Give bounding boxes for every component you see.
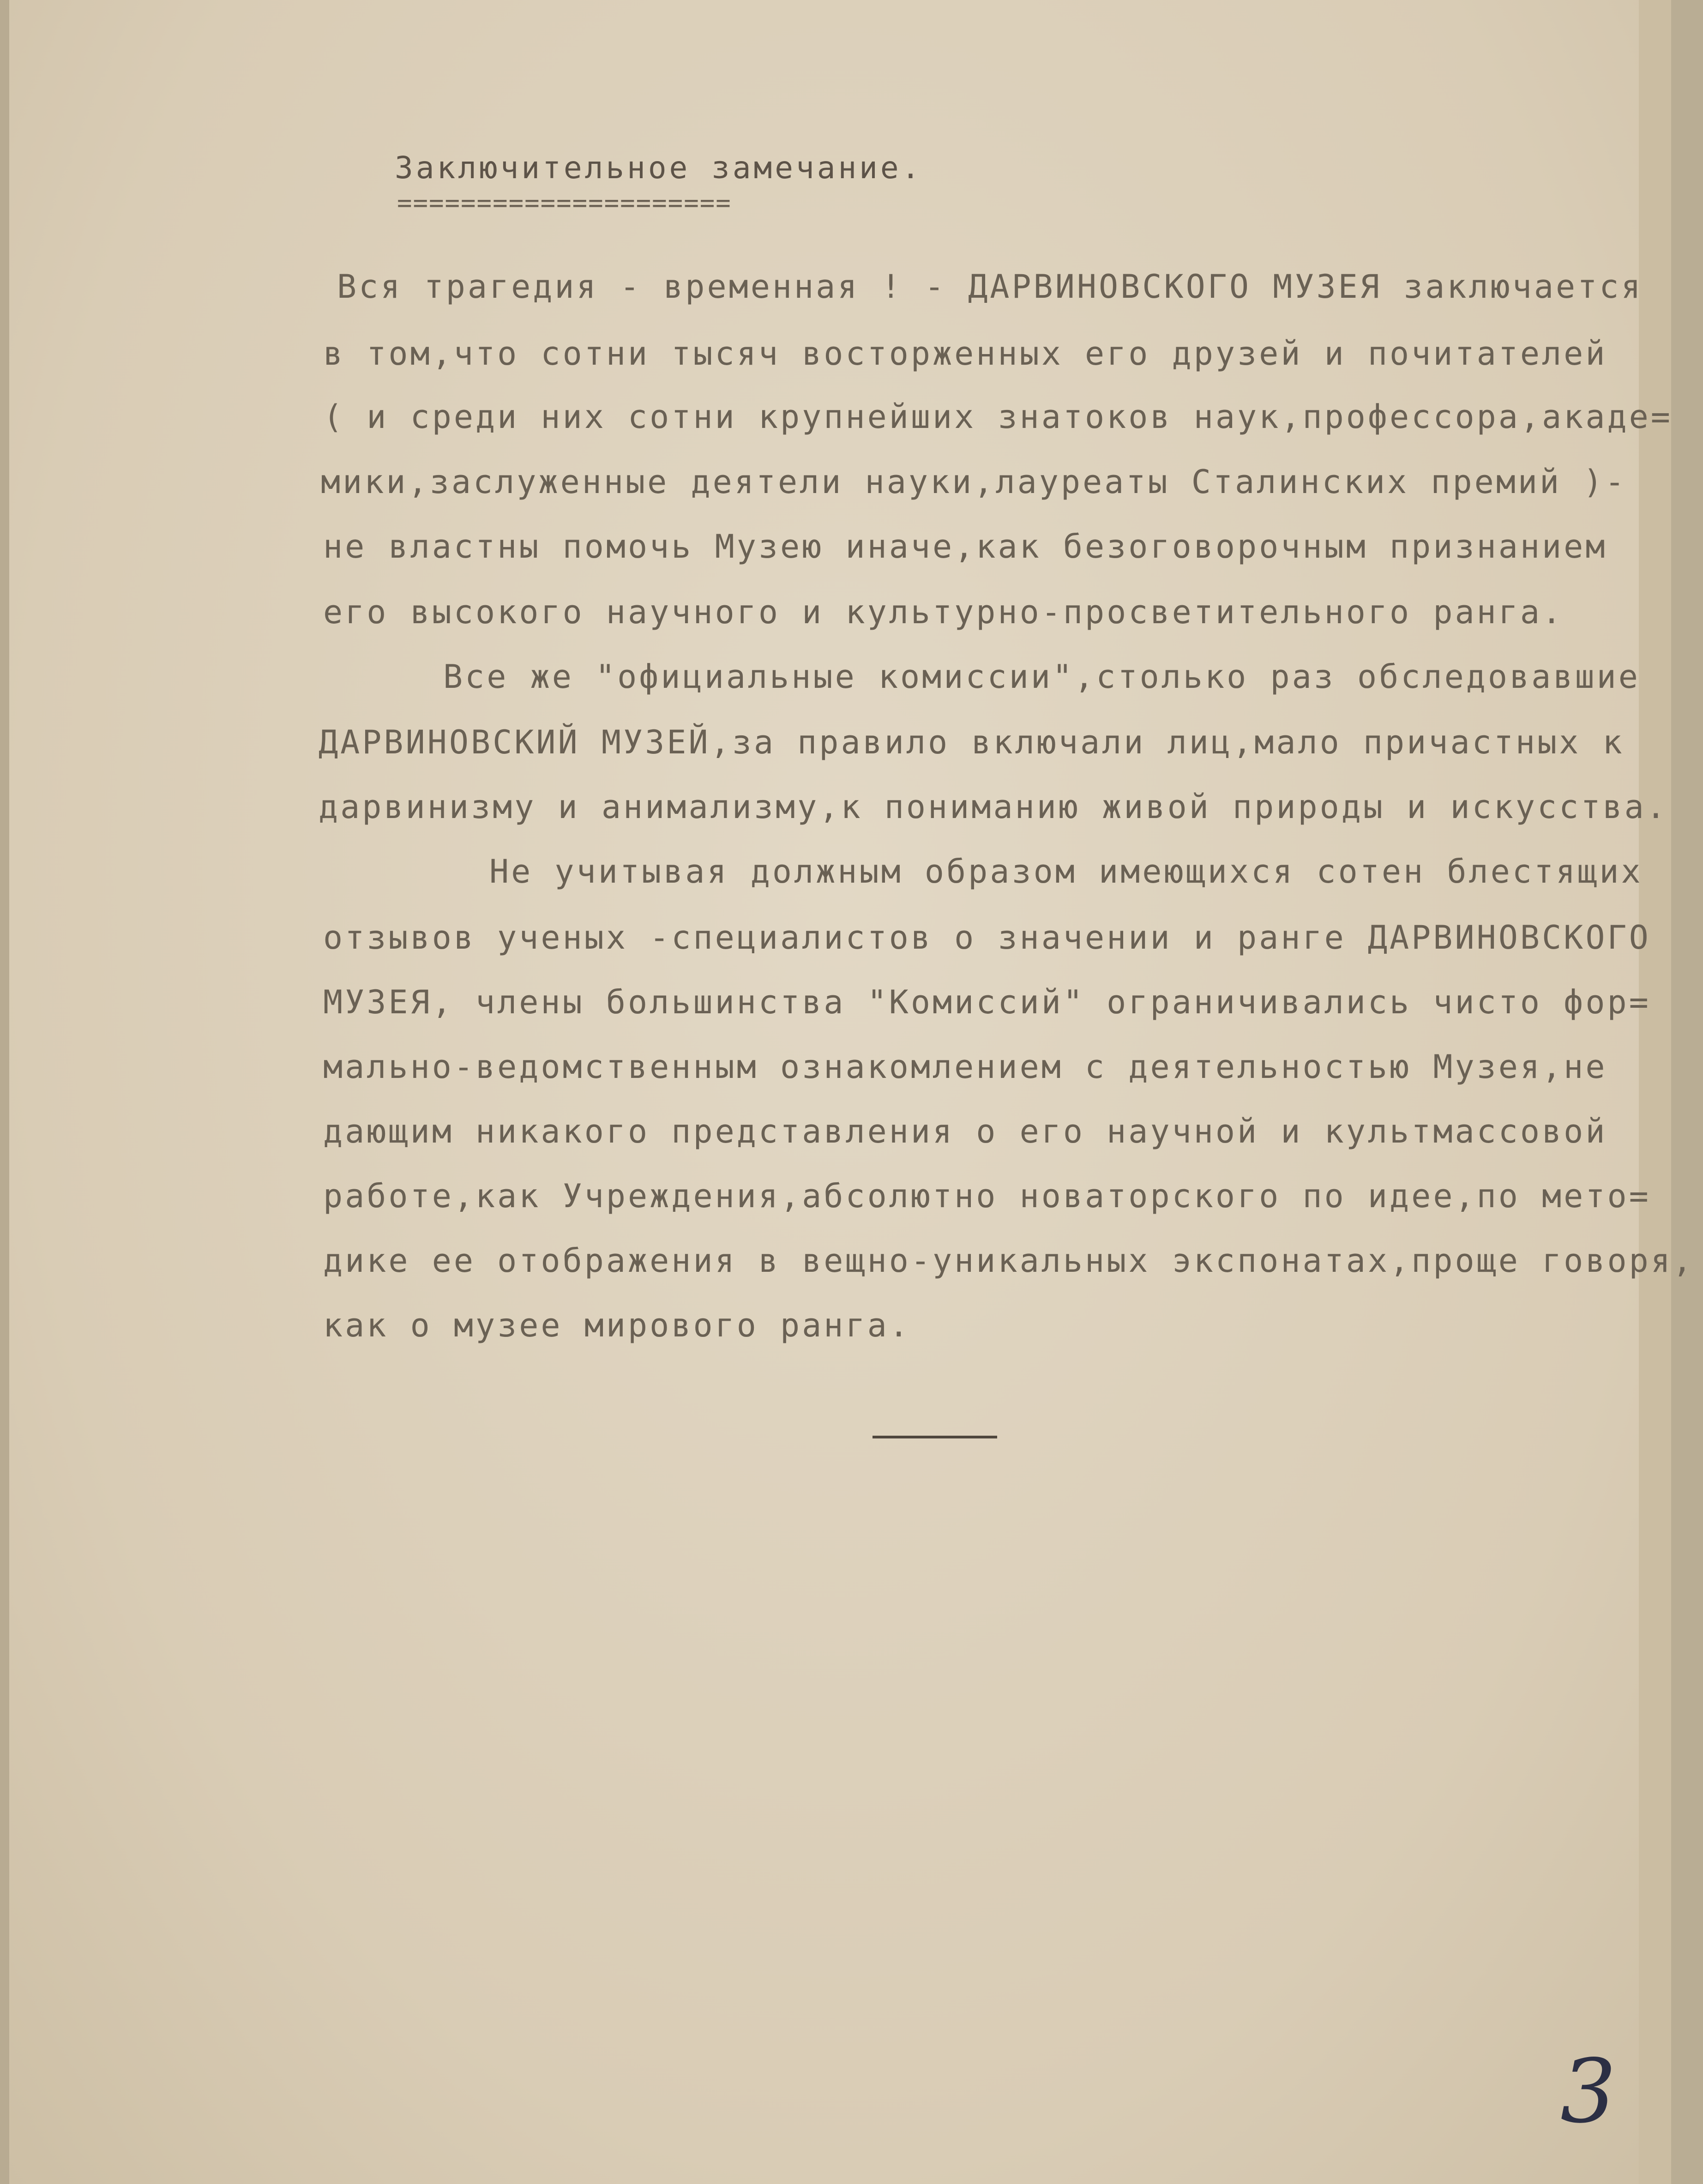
- text-line: в том,что сотни тысяч восторженных его друзей и почитателей: [323, 335, 1607, 373]
- text-line: МУЗЕЯ, члены большинства "Комиссий" ограничивались чисто фор=: [323, 983, 1651, 1021]
- closing-rule: [873, 1436, 997, 1438]
- text-line: дающим никакого представления о его научной и культмассовой: [323, 1113, 1607, 1150]
- text-line: работе,как Учреждения,абсолютно новаторского по идее,по мето=: [323, 1177, 1651, 1215]
- text-line: дике ее отображения в вещно-уникальных экспонатах,проще говоря,: [323, 1242, 1695, 1280]
- page-heading: Заключительное замечание.: [395, 150, 923, 186]
- text-line: его высокого научного и культурно-просветительного ранга.: [323, 593, 1564, 631]
- heading-underline: =====================: [397, 188, 732, 217]
- handwritten-page-number: 3: [1560, 2040, 1616, 2142]
- text-line: не властны помочь Музею иначе,как безоговорочным признанием: [323, 528, 1607, 566]
- text-line: отзывов ученых -специалистов о значении и ранге ДАРВИНОВСКОГО: [323, 919, 1651, 957]
- text-line: ( и среди них сотни крупнейших знатоков наук,профессора,акаде=: [323, 398, 1673, 436]
- text-line: Все же "официальные комиссии",столько раз обследовавшие: [443, 658, 1640, 696]
- text-line: мики,заслуженные деятели науки,лауреаты Сталинских премий )-: [321, 463, 1627, 501]
- text-line: ДАРВИНОВСКИЙ МУЗЕЙ,за правило включали лиц,мало причастных к: [319, 723, 1625, 761]
- text-line: как о музее мирового ранга.: [323, 1306, 911, 1344]
- typed-page: [9, 0, 1671, 2184]
- text-line: мально-ведомственным ознакомлением с деятельностью Музея,не: [323, 1048, 1607, 1086]
- underlying-sheet-edge: [1639, 0, 1671, 2184]
- text-line: Вся трагедия - временная ! - ДАРВИНОВСКОГО МУЗЕЯ заключается: [337, 268, 1643, 306]
- text-line: дарвинизму и анимализму,к пониманию живой природы и искусства.: [319, 788, 1668, 826]
- text-line: Не учитывая должным образом имеющихся сотен блестящих: [489, 853, 1643, 890]
